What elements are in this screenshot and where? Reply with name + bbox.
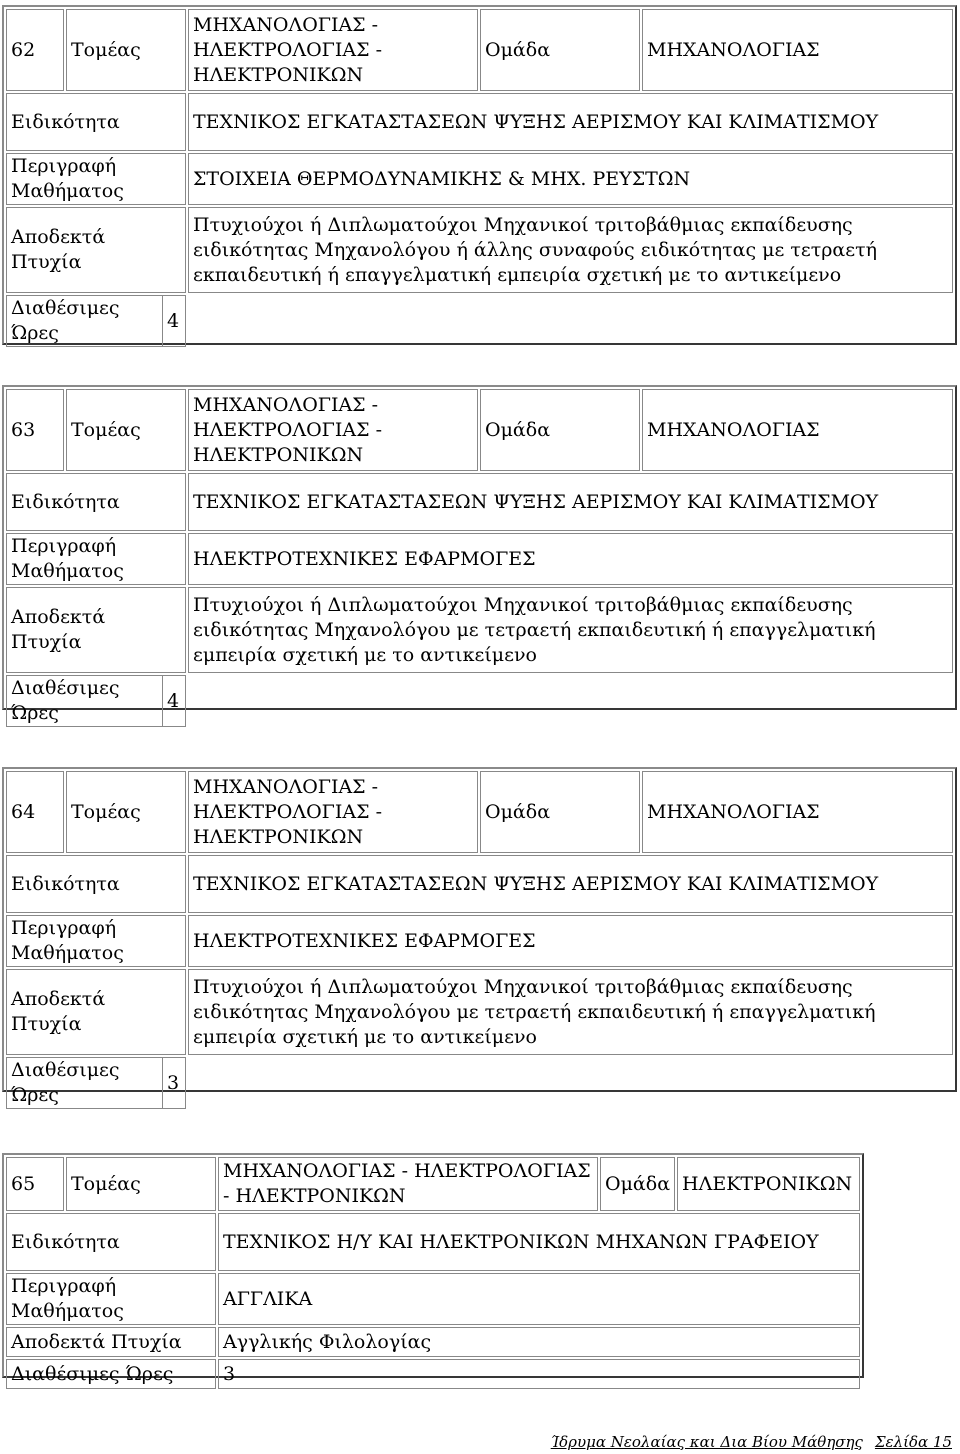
specialty-label: Ειδικότητα — [6, 473, 186, 531]
accepted-degrees-label: Αποδεκτά Πτυχία — [6, 969, 186, 1055]
group-value: ΜΗΧΑΝΟΛΟΓΙΑΣ — [642, 771, 953, 853]
specialty-label: Ειδικότητα — [6, 93, 186, 151]
group-label: Ομάδα — [480, 389, 640, 471]
sector-label: Τομέας — [66, 9, 186, 91]
record-65 — [2, 1153, 864, 1385]
accepted-degrees-label: Αποδεκτά Πτυχία — [6, 1327, 216, 1357]
course-description-label: Περιγραφή Μαθήματος — [6, 1273, 216, 1325]
page-footer — [539, 1432, 952, 1452]
sector-label: Τομέας — [66, 389, 186, 471]
record-table — [4, 387, 955, 729]
course-description-value: ΗΛΕΚΤΡΟΤΕΧΝΙΚΕΣ ΕΦΑΡΜΟΓΕΣ — [188, 915, 953, 967]
record-62 — [2, 5, 957, 345]
accepted-degrees-label: Αποδεκτά Πτυχία — [6, 207, 186, 293]
available-hours-value: 4 — [163, 676, 186, 727]
record-table — [4, 1155, 862, 1391]
specialty-value: ΤΕΧΝΙΚΟΣ Η/Υ ΚΑΙ ΗΛΕΚΤΡΟΝΙΚΩΝ ΜΗΧΑΝΩΝ ΓΡΑΦΕΙΟΥ — [218, 1213, 860, 1271]
accepted-degrees-value: Πτυχιούχοι ή Διπλωματούχοι Μηχανικοί τριτοβάθμιας εκπαίδευσης ειδικότητας Μηχανολόγου με τετραετή εκπαιδευτική ή επαγγελματική εμπειρία σχετική με το αντικείμενο — [188, 969, 953, 1055]
sector-value: ΜΗΧΑΝΟΛΟΓΙΑΣ - ΗΛΕΚΤΡΟΛΟΓΙΑΣ - ΗΛΕΚΤΡΟΝΙΚΩΝ — [188, 9, 478, 91]
record-number: 63 — [6, 389, 64, 471]
sector-label: Τομέας — [66, 771, 186, 853]
accepted-degrees-value: Αγγλικής Φιλολογίας — [218, 1327, 860, 1357]
specialty-value: ΤΕΧΝΙΚΟΣ ΕΓΚΑΤΑΣΤΑΣΕΩΝ ΨΥΞΗΣ ΑΕΡΙΣΜΟΥ ΚΑΙ ΚΛΙΜΑΤΙΣΜΟΥ — [188, 93, 953, 151]
group-label: Ομάδα — [480, 9, 640, 91]
group-value: ΜΗΧΑΝΟΛΟΓΙΑΣ — [642, 9, 953, 91]
sector-value: ΜΗΧΑΝΟΛΟΓΙΑΣ - ΗΛΕΚΤΡΟΛΟΓΙΑΣ - ΗΛΕΚΤΡΟΝΙΚΩΝ — [218, 1157, 598, 1211]
record-64 — [2, 767, 957, 1106]
record-63 — [2, 385, 957, 724]
course-description-label: Περιγραφή Μαθήματος — [6, 915, 186, 967]
available-hours-label: Διαθέσιμες Ώρες — [7, 296, 163, 347]
available-hours-value: 3 — [163, 1058, 186, 1109]
available-hours-label: Διαθέσιμες Ώρες — [7, 676, 163, 727]
course-description-value: ΗΛΕΚΤΡΟΤΕΧΝΙΚΕΣ ΕΦΑΡΜΟΓΕΣ — [188, 533, 953, 585]
group-value: ΜΗΧΑΝΟΛΟΓΙΑΣ — [642, 389, 953, 471]
record-table — [4, 7, 955, 349]
accepted-degrees-value: Πτυχιούχοι ή Διπλωματούχοι Μηχανικοί τριτοβάθμιας εκπαίδευσης ειδικότητας Μηχανολόγου ή άλλης συναφούς ειδικότητας με τετραετή εκπαιδευτική ή επαγγελματική εμπειρία σχετική με το αντικείμενο — [188, 207, 953, 293]
available-hours-label: Διαθέσιμες Ώρες — [6, 1359, 216, 1389]
specialty-label: Ειδικότητα — [6, 855, 186, 913]
course-description-value: ΣΤΟΙΧΕΙΑ ΘΕΡΜΟΔΥΝΑΜΙΚΗΣ & ΜΗΧ. ΡΕΥΣΤΩΝ — [188, 153, 953, 205]
sector-label: Τομέας — [66, 1157, 216, 1211]
group-label: Ομάδα — [480, 771, 640, 853]
group-value: ΗΛΕΚΤΡΟΝΙΚΩΝ — [677, 1157, 860, 1211]
accepted-degrees-label: Αποδεκτά Πτυχία — [6, 587, 186, 673]
course-description-label: Περιγραφή Μαθήματος — [6, 153, 186, 205]
specialty-value: ΤΕΧΝΙΚΟΣ ΕΓΚΑΤΑΣΤΑΣΕΩΝ ΨΥΞΗΣ ΑΕΡΙΣΜΟΥ ΚΑΙ ΚΛΙΜΑΤΙΣΜΟΥ — [188, 473, 953, 531]
record-table — [4, 769, 955, 1111]
specialty-label: Ειδικότητα — [6, 1213, 216, 1271]
group-label: Ομάδα — [600, 1157, 675, 1211]
sector-value: ΜΗΧΑΝΟΛΟΓΙΑΣ - ΗΛΕΚΤΡΟΛΟΓΙΑΣ - ΗΛΕΚΤΡΟΝΙΚΩΝ — [188, 389, 478, 471]
course-description-value: ΑΓΓΛΙΚΑ — [218, 1273, 860, 1325]
footer-organization: Ίδρυμα Νεολαίας και Δια Βίου Μάθησης — [550, 1433, 863, 1451]
record-number: 62 — [6, 9, 64, 91]
course-description-label: Περιγραφή Μαθήματος — [6, 533, 186, 585]
available-hours-label: Διαθέσιμες Ώρες — [7, 1058, 163, 1109]
record-number: 65 — [6, 1157, 64, 1211]
footer-page-number: Σελίδα 15 — [874, 1433, 952, 1451]
available-hours-value: 4 — [163, 296, 186, 347]
specialty-value: ΤΕΧΝΙΚΟΣ ΕΓΚΑΤΑΣΤΑΣΕΩΝ ΨΥΞΗΣ ΑΕΡΙΣΜΟΥ ΚΑΙ ΚΛΙΜΑΤΙΣΜΟΥ — [188, 855, 953, 913]
sector-value: ΜΗΧΑΝΟΛΟΓΙΑΣ - ΗΛΕΚΤΡΟΛΟΓΙΑΣ - ΗΛΕΚΤΡΟΝΙΚΩΝ — [188, 771, 478, 853]
record-number: 64 — [6, 771, 64, 853]
accepted-degrees-value: Πτυχιούχοι ή Διπλωματούχοι Μηχανικοί τριτοβάθμιας εκπαίδευσης ειδικότητας Μηχανολόγου με τετραετή εκπαιδευτική ή επαγγελματική εμπειρία σχετική με το αντικείμενο — [188, 587, 953, 673]
available-hours-value: 3 — [218, 1359, 860, 1389]
